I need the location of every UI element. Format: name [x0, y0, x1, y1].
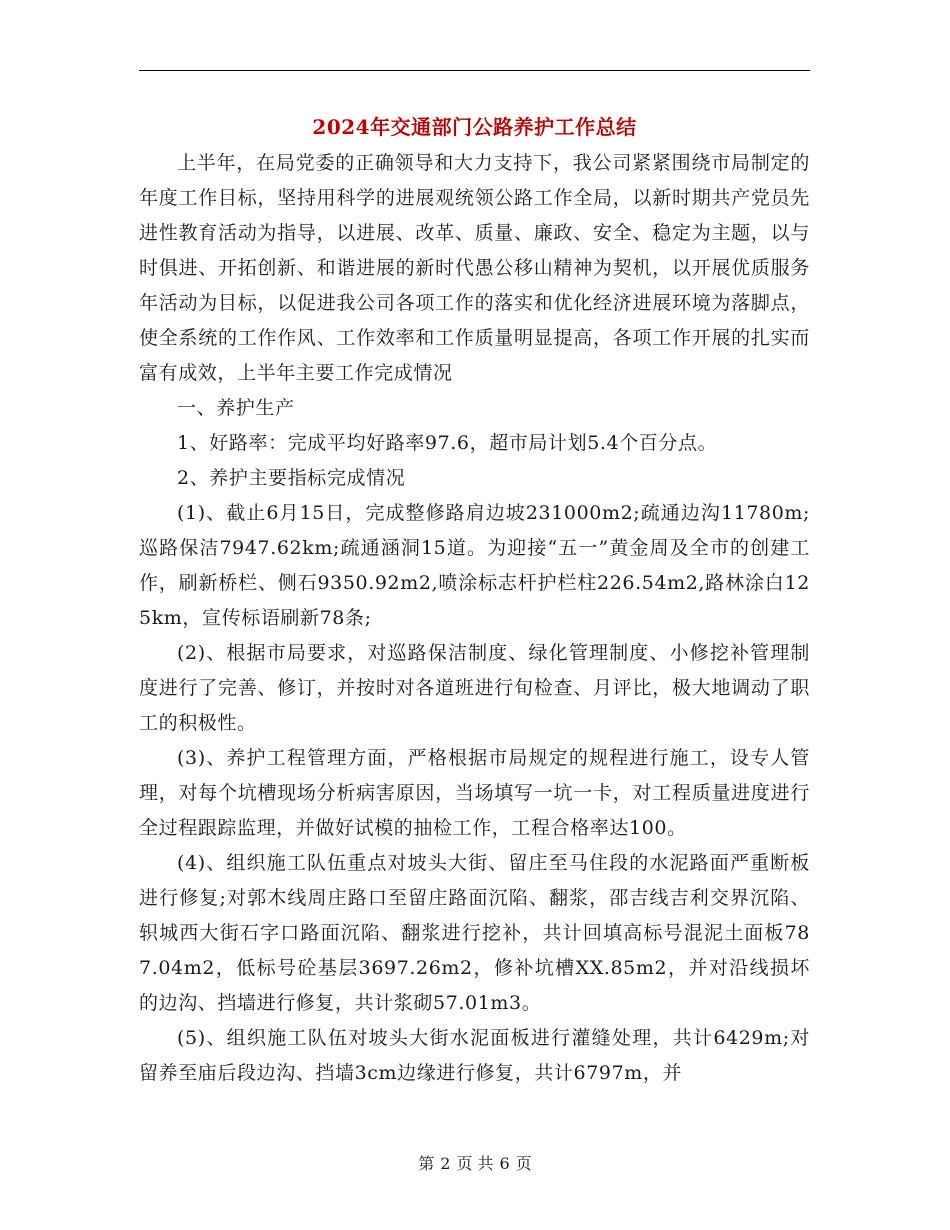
paragraph-good-road-rate: 1、好路率：完成平均好路率97.6，超市局计划5.4个百分点。 [177, 432, 718, 454]
paragraph-main-indicators: 2、养护主要指标完成情况 [177, 467, 406, 489]
header-rule [139, 70, 810, 71]
page-label-suffix: 页 [515, 1154, 532, 1173]
document-body [139, 146, 810, 1091]
document-title: 2024年交通部门公路养护工作总结 [312, 115, 637, 139]
page-label-prefix: 第 [418, 1154, 435, 1173]
page-footer [0, 1152, 950, 1176]
current-page-number: 2 [440, 1154, 451, 1173]
total-pages-number: 6 [499, 1154, 510, 1173]
paragraph-intro: 上半年，在局党委的正确领导和大力支持下，我公司紧紧围绕市局制定的年度工作目标，坚持用科学的进展观统领公路工作全局，以新时期共产党员先进性教育活动为指导，以进展、改革、质量、廉政、安全、稳定为主题，以与时俱进、开拓创新、和谐进展的新时代愚公移山精神为契机，以开展优质服务年活动为目标，以促进我公司各项工作的落实和优化经济进展环境为落脚点，使全系统的工作作风、工作效率和工作质量明显提高，各项工作开展的扎实而富有成效，上半年主要工作完成情况 [139, 152, 810, 384]
paragraph-item-5: (5)、组织施工队伍对坡头大街水泥面板进行灌缝处理，共计6429m;对留养至庙后段边沟、挡墙3cm边缘进行修复，共计6797m，并 [139, 1027, 810, 1084]
paragraph-item-4: (4)、组织施工队伍重点对坡头大街、留庄至马住段的水泥路面严重断板进行修复;对郭木线周庄路口至留庄路面沉陷、翻浆，邵吉线吉利交界沉陷、轵城西大街石字口路面沉陷、翻浆进行挖补，共计回填高标号混泥土面板787.04m2，低标号砼基层3697.26m2，修补坑槽XX.85m2，并对沿线损坏的边沟、挡墙进行修复，共计浆砌57.01m3。 [139, 852, 810, 1014]
paragraph-item-3: (3)、养护工程管理方面，严格根据市局规定的规程进行施工，设专人管理，对每个坑槽现场分析病害原因，当场填写一坑一卡，对工程质量进度进行全过程跟踪监理，并做好试模的抽检工作，工程合格率达100。 [139, 747, 810, 839]
paragraph-item-1: (1)、截止6月15日，完成整修路肩边坡231000m2;疏通边沟11780m;巡路保洁7947.62km;疏通涵洞15道。为迎接“五一”黄金周及全市的创建工作，刷新桥栏、侧石9350.92m2,喷涂标志杆护栏柱226.54m2,路林涂白125km，宣传标语刷新78条; [139, 502, 810, 629]
paragraph-item-2: (2)、根据市局要求，对巡路保洁制度、绿化管理制度、小修挖补管理制度进行了完善、修订，并按时对各道班进行旬检查、月评比，极大地调动了职工的积极性。 [139, 642, 810, 734]
section-heading-maintenance: 一、养护生产 [177, 397, 295, 419]
page-label-mid: 页 共 [456, 1154, 494, 1173]
